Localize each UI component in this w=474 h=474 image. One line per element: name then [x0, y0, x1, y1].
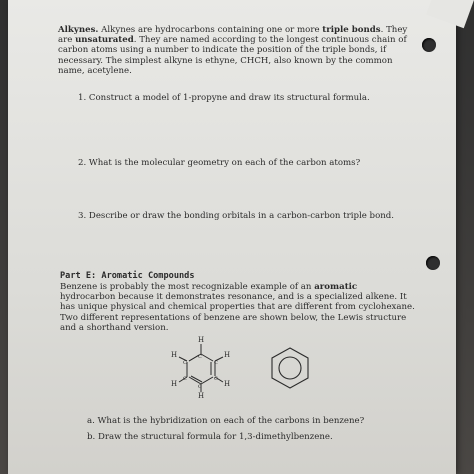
intro-text-b: . They are	[58, 25, 408, 46]
question-2: 2. What is the molecular geometry on each of the carbon atoms?	[78, 158, 361, 168]
h-upper-left: H	[171, 351, 178, 359]
part-e-body-a: Benzene is probably the most recognizable example of an	[60, 282, 312, 292]
punch-hole-middle	[426, 256, 440, 270]
h-top: H	[198, 336, 205, 344]
part-e-body	[60, 282, 415, 333]
h-lower-right: H	[224, 380, 231, 388]
c-lower-right: C	[214, 376, 218, 382]
c-lower-left: C	[183, 376, 187, 382]
unsaturated-term: unsaturated	[75, 35, 134, 46]
punch-hole-top	[422, 38, 436, 52]
resonance-circle	[279, 357, 301, 379]
c-upper-right: C	[214, 360, 218, 366]
question-b: b. Draw the structural formula for 1,3-dimethylbenzene.	[87, 432, 333, 442]
question-1: 1. Construct a model of 1-propyne and draw its structural formula.	[78, 93, 370, 103]
intro-text-a: Alkynes are hydrocarbons containing one or more	[101, 25, 320, 35]
alkynes-intro	[58, 25, 408, 76]
benzene-lewis-structure	[166, 334, 256, 398]
question-a: a. What is the hybridization on each of the carbons in benzene?	[87, 416, 365, 426]
hexagon-ring	[272, 348, 308, 388]
triple-bonds-term: triple bonds	[322, 25, 381, 35]
h-bottom: H	[198, 392, 205, 398]
part-e-title: Part E: Aromatic Compounds	[60, 271, 195, 281]
question-3: 3. Describe or draw the bonding orbitals in a carbon-carbon triple bond.	[78, 211, 395, 221]
benzene-shorthand	[268, 346, 312, 390]
part-e-body-b: hydrocarbon because it demonstrates resonance, and is a specialized alkene. It has unique physical and chemical properties that are different from cyclohexane. Two different representations of benzene are shown below, the Lewis structure and a shorthand version.	[60, 292, 415, 333]
aromatic-term: aromatic	[314, 282, 358, 292]
c-bottom: C	[198, 384, 202, 390]
h-lower-left: H	[171, 380, 178, 388]
intro-text-rest: . They are named according to the longest continuous chain of carbon atoms using a number to indicate the position of the triple bonds, if necessary. The simplest alkyne is ethyne, CHCH, also known by the common name, acetylene.	[58, 35, 407, 76]
h-upper-right: H	[224, 351, 231, 359]
c-top: C	[198, 354, 202, 360]
c-upper-left: C	[183, 360, 187, 366]
alkynes-heading: Alkynes.	[58, 25, 99, 35]
